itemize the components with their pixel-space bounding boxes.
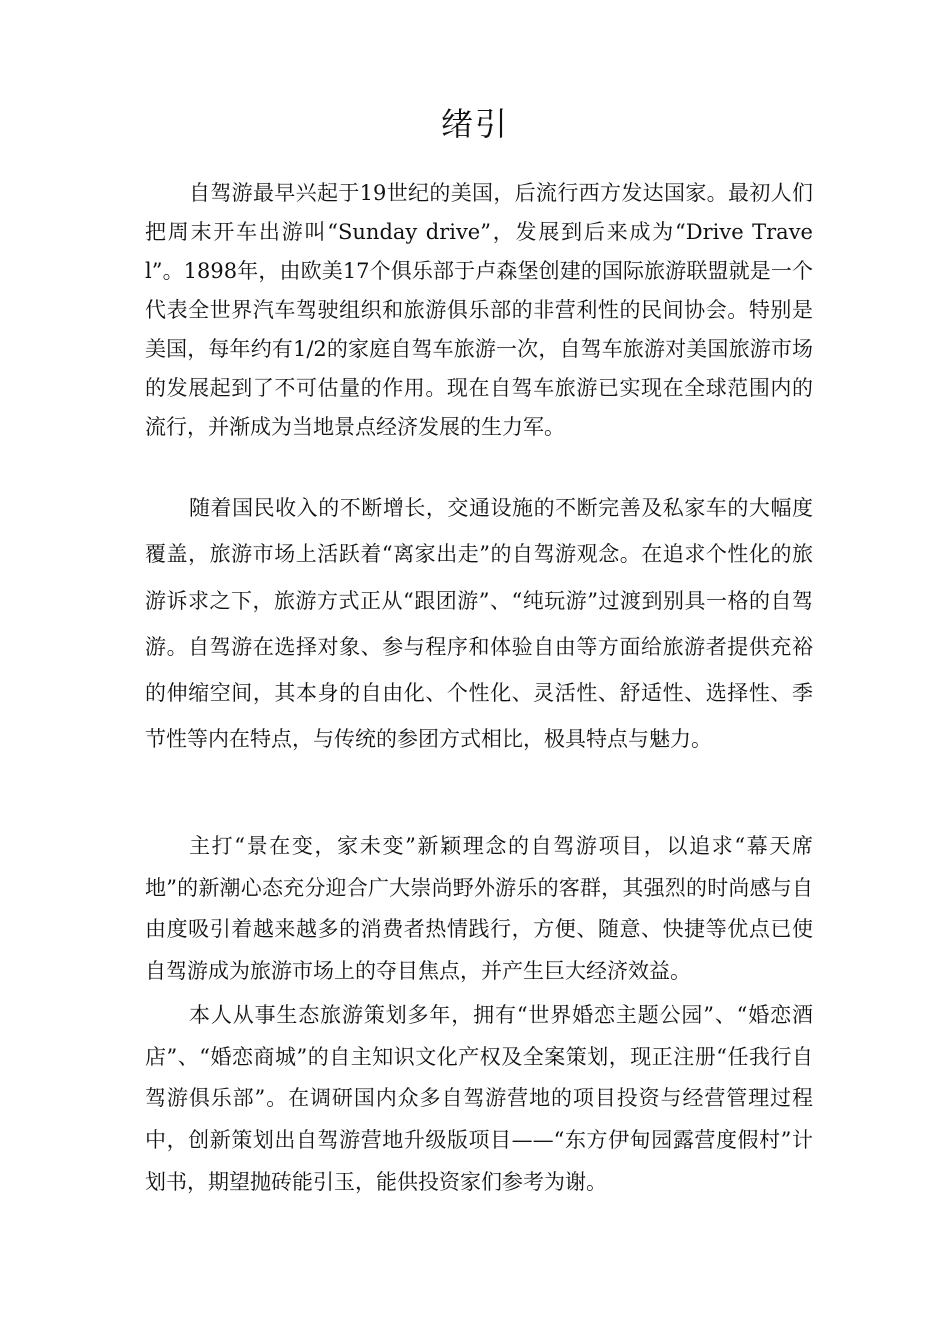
page-title: 绪引 bbox=[440, 105, 509, 143]
paragraph-3: 主打“景在变，家未变”新颖理念的自驾游项目，以追求“幕天席地”的新潮心态充分迎合广大崇尚野外游乐的客群，其强烈的时尚感与自由度吸引着越来越多的消费者热情践行，方便、随意、快捷等优点已使自驾游成为旅游市场上的夺目焦点，并产生巨大经济效益。 bbox=[145, 834, 813, 984]
paragraph-4: 本人从事生态旅游策划多年，拥有“世界婚恋主题公园”、“婚恋酒店”、“婚恋商城”的自主知识文化产权及全案策划，现正注册“任我行自驾游俱乐部”。在调研国内众多自驾游营地的项目投资与经营管理过程中，创新策划出自驾游营地升级版项目——“东方伊甸园露营度假村”计划书，期望抛砖能引玉，能供投资家们参考为谢。 bbox=[145, 1003, 813, 1194]
paragraph-2: 随着国民收入的不断增长，交通设施的不断完善及私家车的大幅度覆盖，旅游市场上活跃着“离家出走”的自驾游观念。在追求个性化的旅游诉求之下，旅游方式正从“跟团游”、“纯玩游”过渡到别具一格的自驾游。自驾游在选择对象、参与程序和体验自由等方面给旅游者提供充裕的伸缩空间，其本身的自由化、个性化、灵活性、舒适性、选择性、季节性等内在特点，与传统的参团方式相比，极具特点与魅力。 bbox=[145, 496, 813, 752]
paragraph-1: 自驾游最早兴起于19世纪的美国，后流行西方发达国家。最初人们把周末开车出游叫“Sunday drive”，发展到后来成为“Drive Travel”。1898年，由欧美17个俱乐部于卢森堡创建的国际旅游联盟就是一个代表全世界汽车驾驶组织和旅游俱乐部的非营利性的民间协会。特别是美国，每年约有1/2的家庭自驾车旅游一次，自驾车旅游对美国旅游市场的发展起到了不可估量的作用。现在自驾车旅游已实现在全球范围内的流行，并渐成为当地景点经济发展的生力军。 bbox=[145, 181, 813, 439]
